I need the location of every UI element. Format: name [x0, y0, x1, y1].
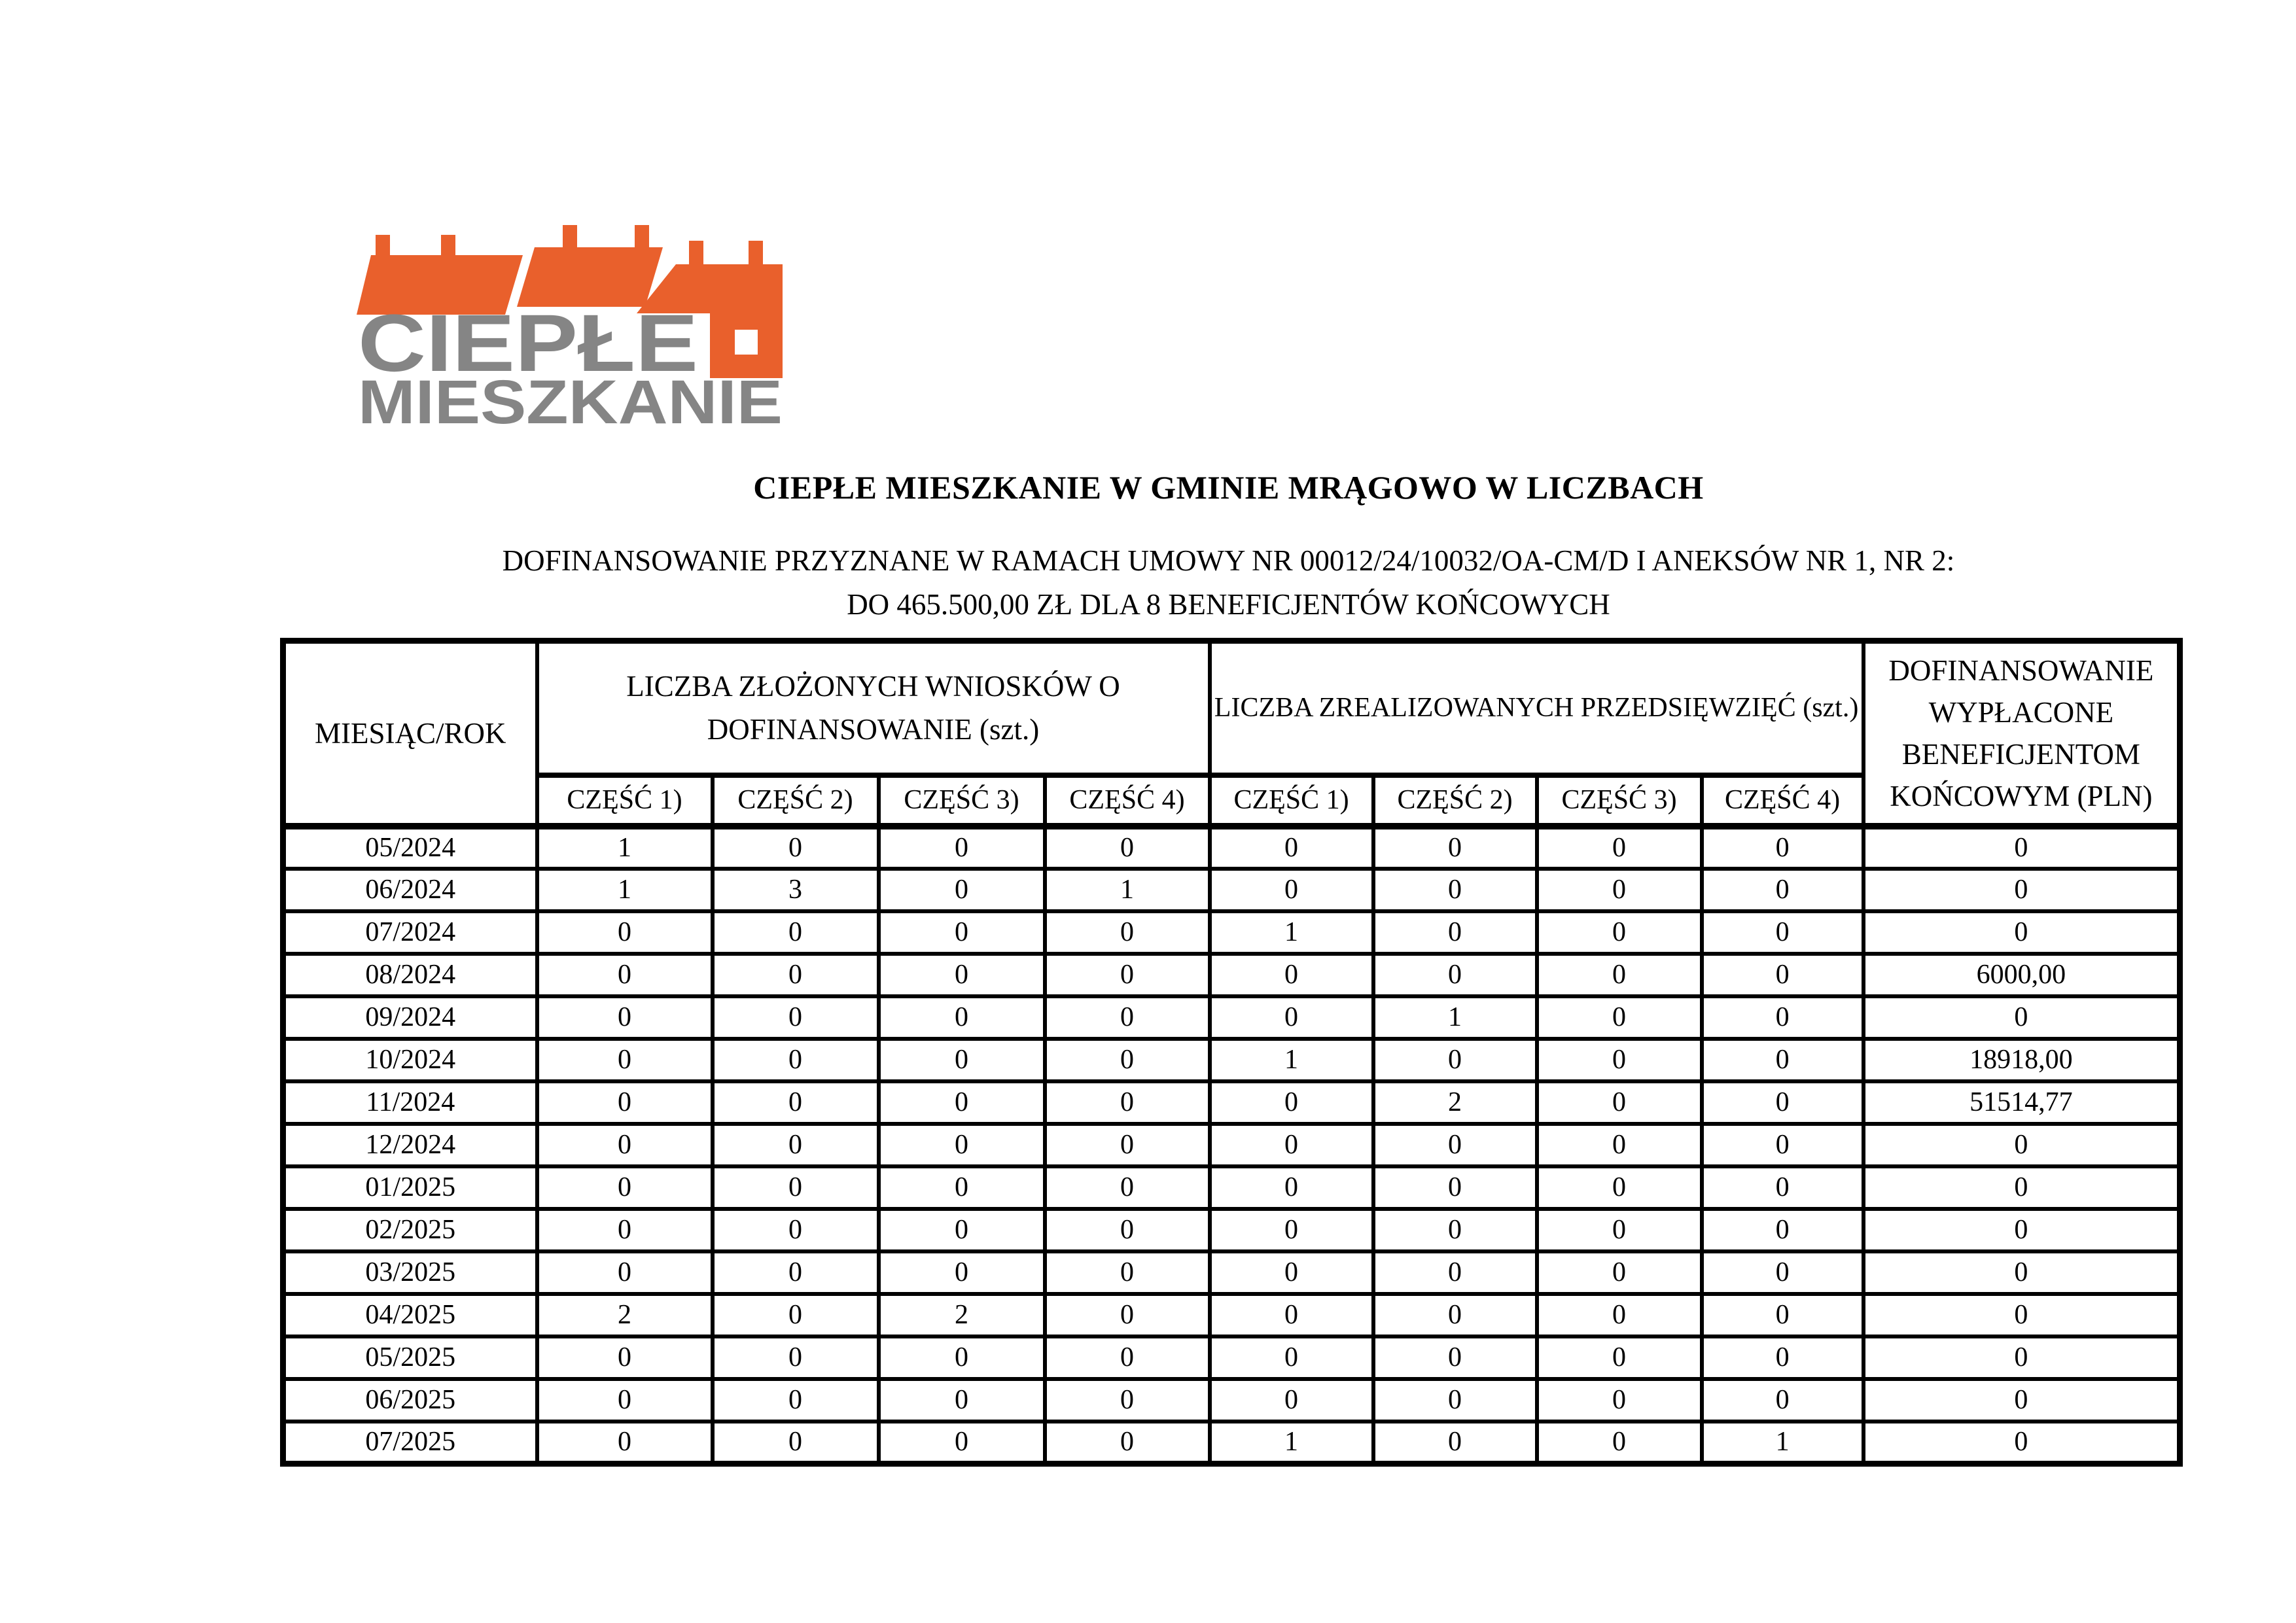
month-cell: 01/2025	[283, 1166, 537, 1209]
part-header: CZĘŚĆ 4)	[1045, 775, 1210, 826]
value-cell: 1	[1210, 911, 1373, 954]
page-subtitle	[280, 539, 2177, 627]
value-cell: 0	[537, 1039, 713, 1081]
value-cell: 0	[1537, 826, 1702, 869]
value-cell: 18918,00	[1863, 1039, 2180, 1081]
value-cell: 0	[1210, 954, 1373, 996]
header-row-groups	[283, 641, 2180, 775]
value-cell: 0	[1045, 1422, 1210, 1464]
value-cell: 0	[879, 954, 1045, 996]
value-cell: 2	[879, 1294, 1045, 1336]
value-cell: 0	[879, 869, 1045, 911]
value-cell: 0	[1210, 1081, 1373, 1124]
statistics-table	[280, 638, 2183, 1467]
logo-text-line1: CIEPŁE	[358, 298, 698, 389]
value-cell: 0	[1702, 1039, 1863, 1081]
value-cell: 0	[1702, 1166, 1863, 1209]
value-cell: 0	[1210, 1124, 1373, 1166]
value-cell: 0	[1863, 996, 2180, 1039]
value-cell: 0	[1537, 911, 1702, 954]
value-cell: 0	[1537, 1379, 1702, 1422]
part-header: CZĘŚĆ 4)	[1702, 775, 1863, 826]
value-cell: 0	[713, 1166, 879, 1209]
value-cell: 0	[1863, 1251, 2180, 1294]
table-row	[283, 1379, 2180, 1422]
value-cell: 0	[713, 996, 879, 1039]
value-cell: 0	[879, 996, 1045, 1039]
value-cell: 0	[1537, 954, 1702, 996]
value-cell: 0	[1045, 911, 1210, 954]
value-cell: 0	[1537, 1166, 1702, 1209]
table-row	[283, 954, 2180, 996]
table-row	[283, 826, 2180, 869]
value-cell: 0	[1537, 1081, 1702, 1124]
value-cell: 1	[1702, 1422, 1863, 1464]
value-cell: 0	[879, 1251, 1045, 1294]
value-cell: 0	[537, 1336, 713, 1379]
value-cell: 0	[1210, 1294, 1373, 1336]
value-cell: 0	[1373, 1422, 1537, 1464]
value-cell: 0	[537, 1379, 713, 1422]
value-cell: 6000,00	[1863, 954, 2180, 996]
value-cell: 0	[1210, 1379, 1373, 1422]
part-header: CZĘŚĆ 3)	[879, 775, 1045, 826]
value-cell: 0	[713, 1081, 879, 1124]
value-cell: 0	[537, 996, 713, 1039]
logo-text-line2: MIESZKANIE	[358, 368, 783, 437]
value-cell: 3	[713, 869, 879, 911]
value-cell: 0	[1702, 1379, 1863, 1422]
value-cell: 0	[1045, 826, 1210, 869]
value-cell: 0	[1537, 1336, 1702, 1379]
part-header: CZĘŚĆ 3)	[1537, 775, 1702, 826]
subtitle-line-2: DO 465.500,00 ZŁ DLA 8 BENEFICJENTÓW KOŃCOWYCH	[847, 588, 1610, 621]
value-cell: 0	[713, 1422, 879, 1464]
month-cell: 12/2024	[283, 1124, 537, 1166]
value-cell: 0	[1045, 1039, 1210, 1081]
part-header: CZĘŚĆ 1)	[537, 775, 713, 826]
value-cell: 0	[1373, 911, 1537, 954]
month-cell: 09/2024	[283, 996, 537, 1039]
value-cell: 0	[1702, 826, 1863, 869]
window-icon	[735, 330, 758, 355]
value-cell: 0	[1210, 996, 1373, 1039]
value-cell: 1	[1373, 996, 1537, 1039]
chimney-icon	[689, 241, 703, 266]
value-cell: 0	[879, 1422, 1045, 1464]
table-row	[283, 911, 2180, 954]
value-cell: 0	[713, 1124, 879, 1166]
table-row	[283, 1081, 2180, 1124]
value-cell: 0	[879, 826, 1045, 869]
value-cell: 0	[1045, 996, 1210, 1039]
part-header: CZĘŚĆ 2)	[713, 775, 879, 826]
value-cell: 0	[1702, 1124, 1863, 1166]
value-cell: 2	[537, 1294, 713, 1336]
table-row	[283, 869, 2180, 911]
table-row	[283, 1336, 2180, 1379]
value-cell: 0	[1373, 1209, 1537, 1251]
value-cell: 0	[879, 1336, 1045, 1379]
value-cell: 1	[537, 826, 713, 869]
subtitle-line-1: DOFINANSOWANIE PRZYZNANE W RAMACH UMOWY NR 00012/24/10032/OA-CM/D I ANEKSÓW NR 1, NR 2:	[502, 544, 1955, 577]
table-row	[283, 996, 2180, 1039]
month-cell: 04/2025	[283, 1294, 537, 1336]
value-cell: 0	[1863, 1124, 2180, 1166]
value-cell: 0	[1863, 1422, 2180, 1464]
value-cell: 0	[1045, 1124, 1210, 1166]
value-cell: 1	[1210, 1422, 1373, 1464]
value-cell: 0	[537, 954, 713, 996]
value-cell: 0	[1373, 954, 1537, 996]
value-cell: 0	[1373, 1379, 1537, 1422]
month-cell: 05/2025	[283, 1336, 537, 1379]
table-row	[283, 1294, 2180, 1336]
value-cell: 0	[1702, 911, 1863, 954]
value-cell: 0	[713, 1379, 879, 1422]
column-group-applications: LICZBA ZŁOŻONYCH WNIOSKÓW O DOFINANSOWANIE (szt.)	[537, 641, 1210, 775]
value-cell: 0	[1702, 1251, 1863, 1294]
value-cell: 0	[713, 1336, 879, 1379]
part-header: CZĘŚĆ 1)	[1210, 775, 1373, 826]
value-cell: 0	[1373, 826, 1537, 869]
value-cell: 0	[1373, 1251, 1537, 1294]
value-cell: 0	[879, 1166, 1045, 1209]
value-cell: 0	[879, 1209, 1045, 1251]
value-cell: 0	[713, 954, 879, 996]
value-cell: 0	[537, 1081, 713, 1124]
value-cell: 0	[1210, 826, 1373, 869]
table-body	[283, 826, 2180, 1464]
value-cell: 2	[1373, 1081, 1537, 1124]
month-cell: 03/2025	[283, 1251, 537, 1294]
month-cell: 07/2024	[283, 911, 537, 954]
month-cell: 11/2024	[283, 1081, 537, 1124]
value-cell: 0	[1045, 1294, 1210, 1336]
month-cell: 02/2025	[283, 1209, 537, 1251]
column-header-month: MIESIĄC/ROK	[283, 641, 537, 826]
value-cell: 0	[1537, 1039, 1702, 1081]
value-cell: 0	[1045, 954, 1210, 996]
value-cell: 0	[1210, 1336, 1373, 1379]
month-cell: 05/2024	[283, 826, 537, 869]
value-cell: 0	[1863, 1336, 2180, 1379]
value-cell: 0	[713, 826, 879, 869]
value-cell: 0	[713, 1209, 879, 1251]
value-cell: 0	[1373, 1124, 1537, 1166]
value-cell: 0	[1863, 1209, 2180, 1251]
value-cell: 0	[1210, 1166, 1373, 1209]
value-cell: 0	[1373, 1166, 1537, 1209]
value-cell: 0	[1863, 1294, 2180, 1336]
value-cell: 0	[1702, 996, 1863, 1039]
chimney-icon	[749, 241, 763, 266]
value-cell: 51514,77	[1863, 1081, 2180, 1124]
month-cell: 06/2025	[283, 1379, 537, 1422]
value-cell: 0	[1045, 1209, 1210, 1251]
value-cell: 0	[1373, 1294, 1537, 1336]
value-cell: 0	[1702, 869, 1863, 911]
page-title: CIEPŁE MIESZKANIE W GMINIE MRĄGOWO W LICZBACH	[753, 469, 1704, 506]
value-cell: 0	[1045, 1336, 1210, 1379]
cieple-mieszkanie-logo	[357, 225, 788, 438]
value-cell: 0	[1045, 1379, 1210, 1422]
table-row	[283, 1166, 2180, 1209]
chimney-icon	[563, 225, 577, 249]
value-cell: 0	[1373, 869, 1537, 911]
month-cell: 08/2024	[283, 954, 537, 996]
value-cell: 0	[1702, 1081, 1863, 1124]
value-cell: 0	[1537, 996, 1702, 1039]
value-cell: 0	[879, 1379, 1045, 1422]
value-cell: 0	[1537, 1251, 1702, 1294]
value-cell: 0	[1702, 1209, 1863, 1251]
value-cell: 0	[1863, 869, 2180, 911]
value-cell: 0	[879, 1081, 1045, 1124]
month-cell: 07/2025	[283, 1422, 537, 1464]
table-row	[283, 1422, 2180, 1464]
column-header-payout: DOFINANSOWANIE WYPŁACONE BENEFICJENTOM KOŃCOWYM (PLN)	[1863, 641, 2180, 826]
value-cell: 0	[537, 1422, 713, 1464]
value-cell: 0	[1210, 869, 1373, 911]
value-cell: 0	[1373, 1336, 1537, 1379]
value-cell: 1	[537, 869, 713, 911]
chimney-icon	[635, 225, 649, 249]
value-cell: 0	[1863, 1166, 2180, 1209]
value-cell: 0	[537, 1251, 713, 1294]
value-cell: 0	[713, 1251, 879, 1294]
value-cell: 0	[713, 1039, 879, 1081]
value-cell: 0	[1702, 1294, 1863, 1336]
value-cell: 0	[537, 1166, 713, 1209]
value-cell: 0	[537, 1124, 713, 1166]
column-group-completed: LICZBA ZREALIZOWANYCH PRZEDSIĘWZIĘĆ (szt.)	[1210, 641, 1863, 775]
value-cell: 0	[879, 1039, 1045, 1081]
value-cell: 0	[537, 911, 713, 954]
value-cell: 0	[1537, 1209, 1702, 1251]
logo-graphic	[357, 225, 788, 438]
table-row	[283, 1209, 2180, 1251]
value-cell: 1	[1210, 1039, 1373, 1081]
value-cell: 0	[879, 911, 1045, 954]
table-row	[283, 1039, 2180, 1081]
value-cell: 0	[879, 1124, 1045, 1166]
part-header: CZĘŚĆ 2)	[1373, 775, 1537, 826]
value-cell: 0	[1702, 954, 1863, 996]
value-cell: 0	[537, 1209, 713, 1251]
table-row	[283, 1251, 2180, 1294]
value-cell: 0	[1863, 1379, 2180, 1422]
chimney-icon	[376, 235, 390, 257]
value-cell: 0	[1210, 1251, 1373, 1294]
value-cell: 0	[1045, 1251, 1210, 1294]
value-cell: 0	[1373, 1039, 1537, 1081]
value-cell: 0	[1537, 1294, 1702, 1336]
value-cell: 0	[1702, 1336, 1863, 1379]
value-cell: 0	[713, 911, 879, 954]
value-cell: 0	[1863, 911, 2180, 954]
value-cell: 0	[1537, 869, 1702, 911]
month-cell: 10/2024	[283, 1039, 537, 1081]
value-cell: 0	[1045, 1166, 1210, 1209]
chimney-icon	[441, 235, 455, 257]
value-cell: 0	[1537, 1422, 1702, 1464]
value-cell: 0	[1537, 1124, 1702, 1166]
table-row	[283, 1124, 2180, 1166]
value-cell: 1	[1045, 869, 1210, 911]
value-cell: 0	[1045, 1081, 1210, 1124]
month-cell: 06/2024	[283, 869, 537, 911]
value-cell: 0	[1863, 826, 2180, 869]
value-cell: 0	[1210, 1209, 1373, 1251]
value-cell: 0	[713, 1294, 879, 1336]
